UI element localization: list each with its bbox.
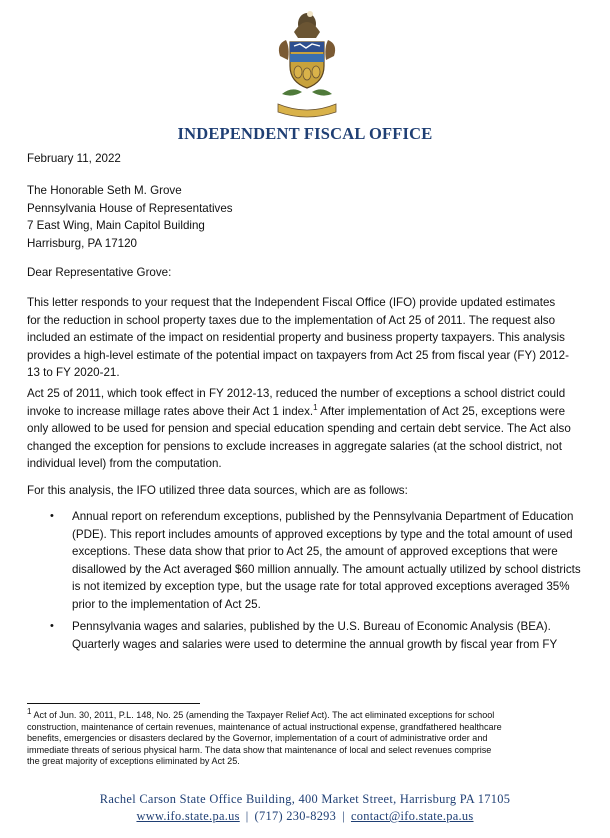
bullet-line: (PDE). This report includes amounts of approved exceptions by type and the total amount of used: [72, 527, 573, 541]
bullet-icon: •: [50, 510, 54, 522]
footnote-line: benefits, emergencies or disasters declared by the Governor, implementation of a court of administrative order and: [27, 733, 488, 744]
bullet-line: Quarterly wages and salaries were used to determine the annual growth by fiscal year from FY: [72, 637, 558, 651]
bullet-icon: •: [50, 620, 54, 632]
paragraph-act25: [27, 385, 589, 473]
footer-address: Rachel Carson State Office Building, 400 Market Street, Harrisburg PA 17105: [99, 792, 511, 806]
bullet-line: exceptions. These data show that prior to Act 25, the amount of approved exceptions that were: [72, 545, 558, 559]
footnote-line: immediate threats of serious physical harm. The data show that maintenance of local and select revenues comprise: [27, 744, 492, 755]
paragraph-text: invoke to increase millage rates above their Act 1 index.: [27, 404, 314, 418]
paragraph-line: [27, 403, 589, 421]
footer-phone: (717) 230-8293: [254, 809, 337, 823]
paragraph-data-sources: For this analysis, the IFO utilized three data sources, which are as follows:: [27, 484, 408, 497]
footnote-line: the great majority of exceptions eliminated by Act 25.: [27, 756, 240, 767]
pennsylvania-seal-icon: [272, 4, 342, 122]
recipient-line: 7 East Wing, Main Capitol Building: [27, 219, 205, 233]
recipient-line: Pennsylvania House of Representatives: [27, 201, 233, 215]
bullet-text: [72, 508, 590, 614]
bullet-line: is not itemized by exception type, but the usage rate for total approved exceptions averaged 35%: [72, 580, 570, 594]
bullet-line: Annual report on referendum exceptions, published by the Pennsylvania Department of Education: [72, 510, 574, 523]
footnote-divider: [27, 703, 200, 704]
recipient-line: Harrisburg, PA 17120: [27, 236, 137, 250]
bullet-line: Pennsylvania wages and salaries, published by the U.S. Bureau of Economic Analysis (BEA).: [72, 620, 551, 633]
footer-separator: |: [342, 809, 345, 823]
bullet-text: [72, 618, 590, 653]
paragraph-text: After implementation of Act 25, exceptions were: [317, 404, 566, 418]
bullet-line: disallowed by the Act averaged $60 million annually. The amount actually utilized by school districts: [72, 562, 581, 576]
paragraph-request: [27, 294, 589, 382]
website-link[interactable]: www.ifo.state.pa.us: [136, 809, 240, 823]
bullet-line: prior to the implementation of Act 25.: [72, 597, 261, 611]
paragraph-line: 13 to FY 2020-21.: [27, 366, 120, 380]
footer-contact: [0, 809, 610, 824]
footnote: [27, 706, 589, 768]
recipient-address: [27, 182, 589, 252]
paragraph-line: provides a high-level estimate of the potential impact on taxpayers from Act 25 from fiscal year (FY) 2012-: [27, 348, 569, 362]
footnote-reference[interactable]: 1: [313, 402, 318, 412]
paragraph-line: included an estimate of the impact on residential property and business property taxpayers. This analysis: [27, 331, 565, 345]
paragraph-line: Act 25 of 2011, which took effect in FY 2012-13, reduced the number of exceptions a school district could: [27, 387, 566, 400]
paragraph-line: only allowed to be used for pension and special education spending and certain debt service. The Act also: [27, 422, 571, 436]
footnote-marker: 1: [27, 706, 32, 716]
footer-separator: |: [245, 809, 249, 823]
footnote-text: Act of Jun. 30, 2011, P.L. 148, No. 25 (amending the Taxpayer Relief Act). The act eliminated exceptions for school: [31, 710, 495, 720]
footnote-line: construction, maintenance of certain revenues, maintenance of actual instructional expense, grandfathered healthcare: [27, 721, 502, 732]
letter-date: February 11, 2022: [27, 152, 121, 165]
paragraph-line: individual level) from the computation.: [27, 457, 222, 471]
paragraph-line: for the reduction in school property taxes due to the implementation of Act 25 of 2011. The request also: [27, 313, 556, 327]
paragraph-line: changed the exception for pensions to exclude increases in aggregate salaries (at the school district, not: [27, 439, 562, 453]
paragraph-line: This letter responds to your request that the Independent Fiscal Office (IFO) provide updated estimates: [27, 296, 556, 309]
email-link[interactable]: contact@ifo.state.pa.us: [350, 809, 474, 823]
office-title: INDEPENDENT FISCAL OFFICE: [177, 124, 433, 143]
salutation: Dear Representative Grove:: [27, 266, 172, 279]
footnote-line: [27, 706, 589, 722]
recipient-line: The Honorable Seth M. Grove: [27, 184, 182, 197]
